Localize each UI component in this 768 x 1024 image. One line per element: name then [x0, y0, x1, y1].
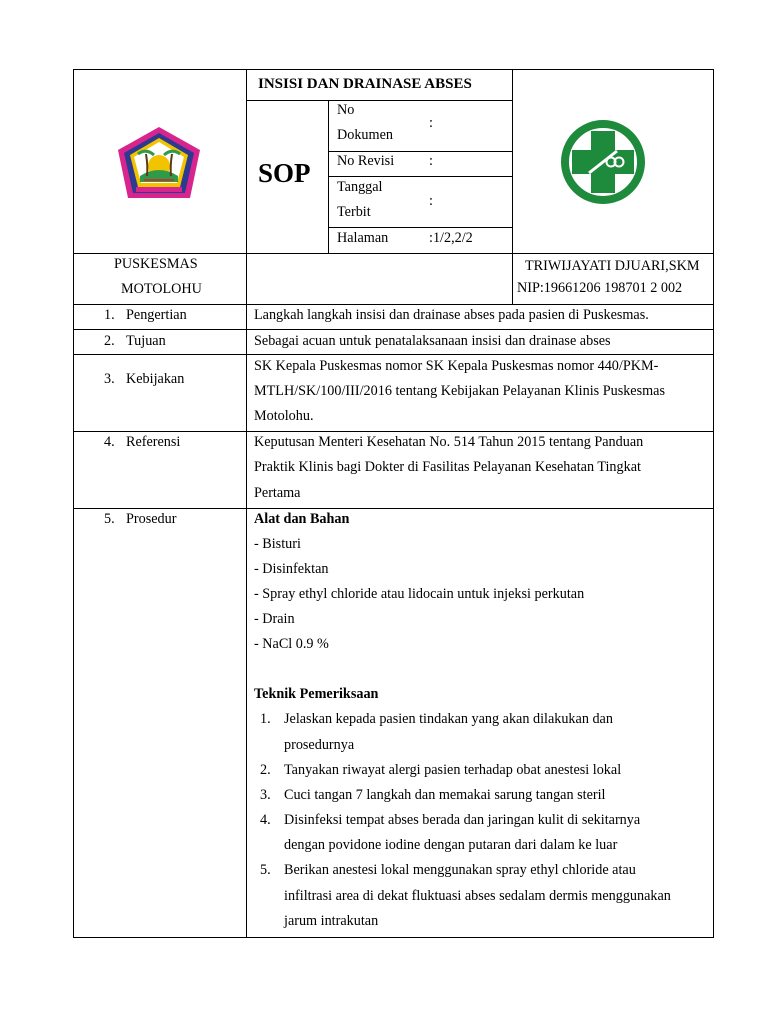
section-text-referensi-1: Keputusan Menteri Kesehatan No. 514 Tahun 2015 tentang Panduan: [254, 434, 644, 450]
step-text-4-line-1: Disinfeksi tempat abses berada dan jaringan kulit di sekitarnya: [284, 812, 641, 828]
header-bottom-line: [73, 253, 714, 254]
meta-label-no-dokumen-1: No: [337, 102, 355, 118]
section-number-2: 2.: [104, 333, 115, 349]
section-label-kebijakan: Kebijakan: [126, 371, 185, 387]
section-number-5: 5.: [104, 511, 115, 527]
org-name-line1: PUSKESMAS: [114, 256, 198, 272]
meta-value-tanggal: :: [429, 193, 433, 209]
step-number-5: 5.: [260, 862, 271, 878]
step-text-1-line-1: Jelaskan kepada pasien tindakan yang akan dilakukan dan: [284, 711, 613, 727]
section-text-tujuan: Sebagai acuan untuk penatalaksanaan insisi dan drainase abses: [254, 333, 611, 349]
regency-emblem-logo: [114, 124, 204, 202]
row-line-4: [73, 508, 714, 509]
sop-label: SOP: [258, 158, 311, 188]
section-number-1: 1.: [104, 307, 115, 323]
step-text-5-line-2: infiltrasi area di dekat fluktuasi abses sedalam dermis menggunakan: [284, 888, 671, 904]
tools-heading: Alat dan Bahan: [254, 511, 350, 527]
section-text-referensi-3: Pertama: [254, 485, 301, 501]
signatory-name: TRIWIJAYATI DJUARI,SKM: [525, 258, 700, 274]
section-text-kebijakan-3: Motolohu.: [254, 408, 314, 424]
meta-label-tanggal-1: Tanggal: [337, 179, 383, 195]
tool-item: - Bisturi: [254, 536, 301, 552]
meta-value-halaman: :1/2,2/2: [429, 230, 473, 246]
meta-label-tanggal-2: Terbit: [337, 204, 371, 220]
table-border-bottom: [73, 937, 714, 938]
technique-heading: Teknik Pemeriksaan: [254, 686, 379, 702]
step-number-1: 1.: [260, 711, 271, 727]
meta-label-no-dokumen-2: Dokumen: [337, 127, 393, 143]
row-line-org: [73, 304, 714, 305]
section-label-pengertian: Pengertian: [126, 307, 187, 323]
section-text-kebijakan-1: SK Kepala Puskesmas nomor SK Kepala Puskesmas nomor 440/PKM-: [254, 358, 659, 374]
table-border-left: [73, 69, 74, 938]
tool-item: - Disinfektan: [254, 561, 329, 577]
step-text-4-line-2: dengan povidone iodine dengan putaran dari dalam ke luar: [284, 837, 618, 853]
table-border-right: [713, 69, 714, 938]
section-label-tujuan: Tujuan: [126, 333, 166, 349]
tool-item: - Drain: [254, 611, 295, 627]
section-text-pengertian: Langkah langkah insisi dan drainase abses pada pasien di Puskesmas.: [254, 307, 649, 323]
meta-label-no-revisi: No Revisi: [337, 153, 395, 169]
signatory-nip: NIP:19661206 198701 2 002: [517, 280, 683, 296]
meta-value-no-revisi: :: [429, 153, 433, 169]
section-number-4: 4.: [104, 434, 115, 450]
section-text-kebijakan-2: MTLH/SK/100/III/2016 tentang Kebijakan Pelayanan Klinis Puskesmas: [254, 383, 665, 399]
tool-item: - NaCl 0.9 %: [254, 636, 329, 652]
document-title: INSISI DAN DRAINASE ABSES: [258, 76, 472, 92]
section-number-3: 3.: [104, 371, 115, 387]
step-text-5-line-3: jarum intrakutan: [284, 913, 379, 929]
tool-item: - Spray ethyl chloride atau lidocain untuk injeksi perkutan: [254, 586, 585, 602]
org-name-line2: MOTOLOHU: [121, 281, 202, 297]
header-col-divider-right: [512, 69, 513, 304]
step-number-4: 4.: [260, 812, 271, 828]
regency-emblem-icon: [114, 124, 204, 202]
meta-label-halaman: Halaman: [337, 230, 389, 246]
step-text-3-line-1: Cuci tangan 7 langkah dan memakai sarung tangan steril: [284, 787, 606, 803]
step-text-5-line-1: Berikan anestesi lokal menggunakan spray ethyl chloride atau: [284, 862, 636, 878]
green-cross-icon: [556, 115, 650, 209]
meta-row-line-1: [328, 151, 513, 152]
step-number-2: 2.: [260, 762, 271, 778]
puskesmas-logo: [556, 115, 650, 209]
row-line-3: [73, 431, 714, 432]
section-text-referensi-2: Praktik Klinis bagi Dokter di Fasilitas Pelayanan Kesehatan Tingkat: [254, 459, 641, 475]
section-label-referensi: Referensi: [126, 434, 181, 450]
row-line-1: [73, 329, 714, 330]
step-number-3: 3.: [260, 787, 271, 803]
table-border-top: [73, 69, 714, 70]
step-text-2-line-1: Tanyakan riwayat alergi pasien terhadap obat anestesi lokal: [284, 762, 622, 778]
meta-row-line-3: [328, 227, 513, 228]
header-col-divider-left: [246, 69, 247, 938]
section-label-prosedur: Prosedur: [126, 511, 177, 527]
title-row-line: [246, 100, 513, 101]
step-text-1-line-2: prosedurnya: [284, 737, 355, 753]
row-line-2: [73, 354, 714, 355]
meta-value-no-dokumen: :: [429, 115, 433, 131]
meta-row-line-2: [328, 176, 513, 177]
